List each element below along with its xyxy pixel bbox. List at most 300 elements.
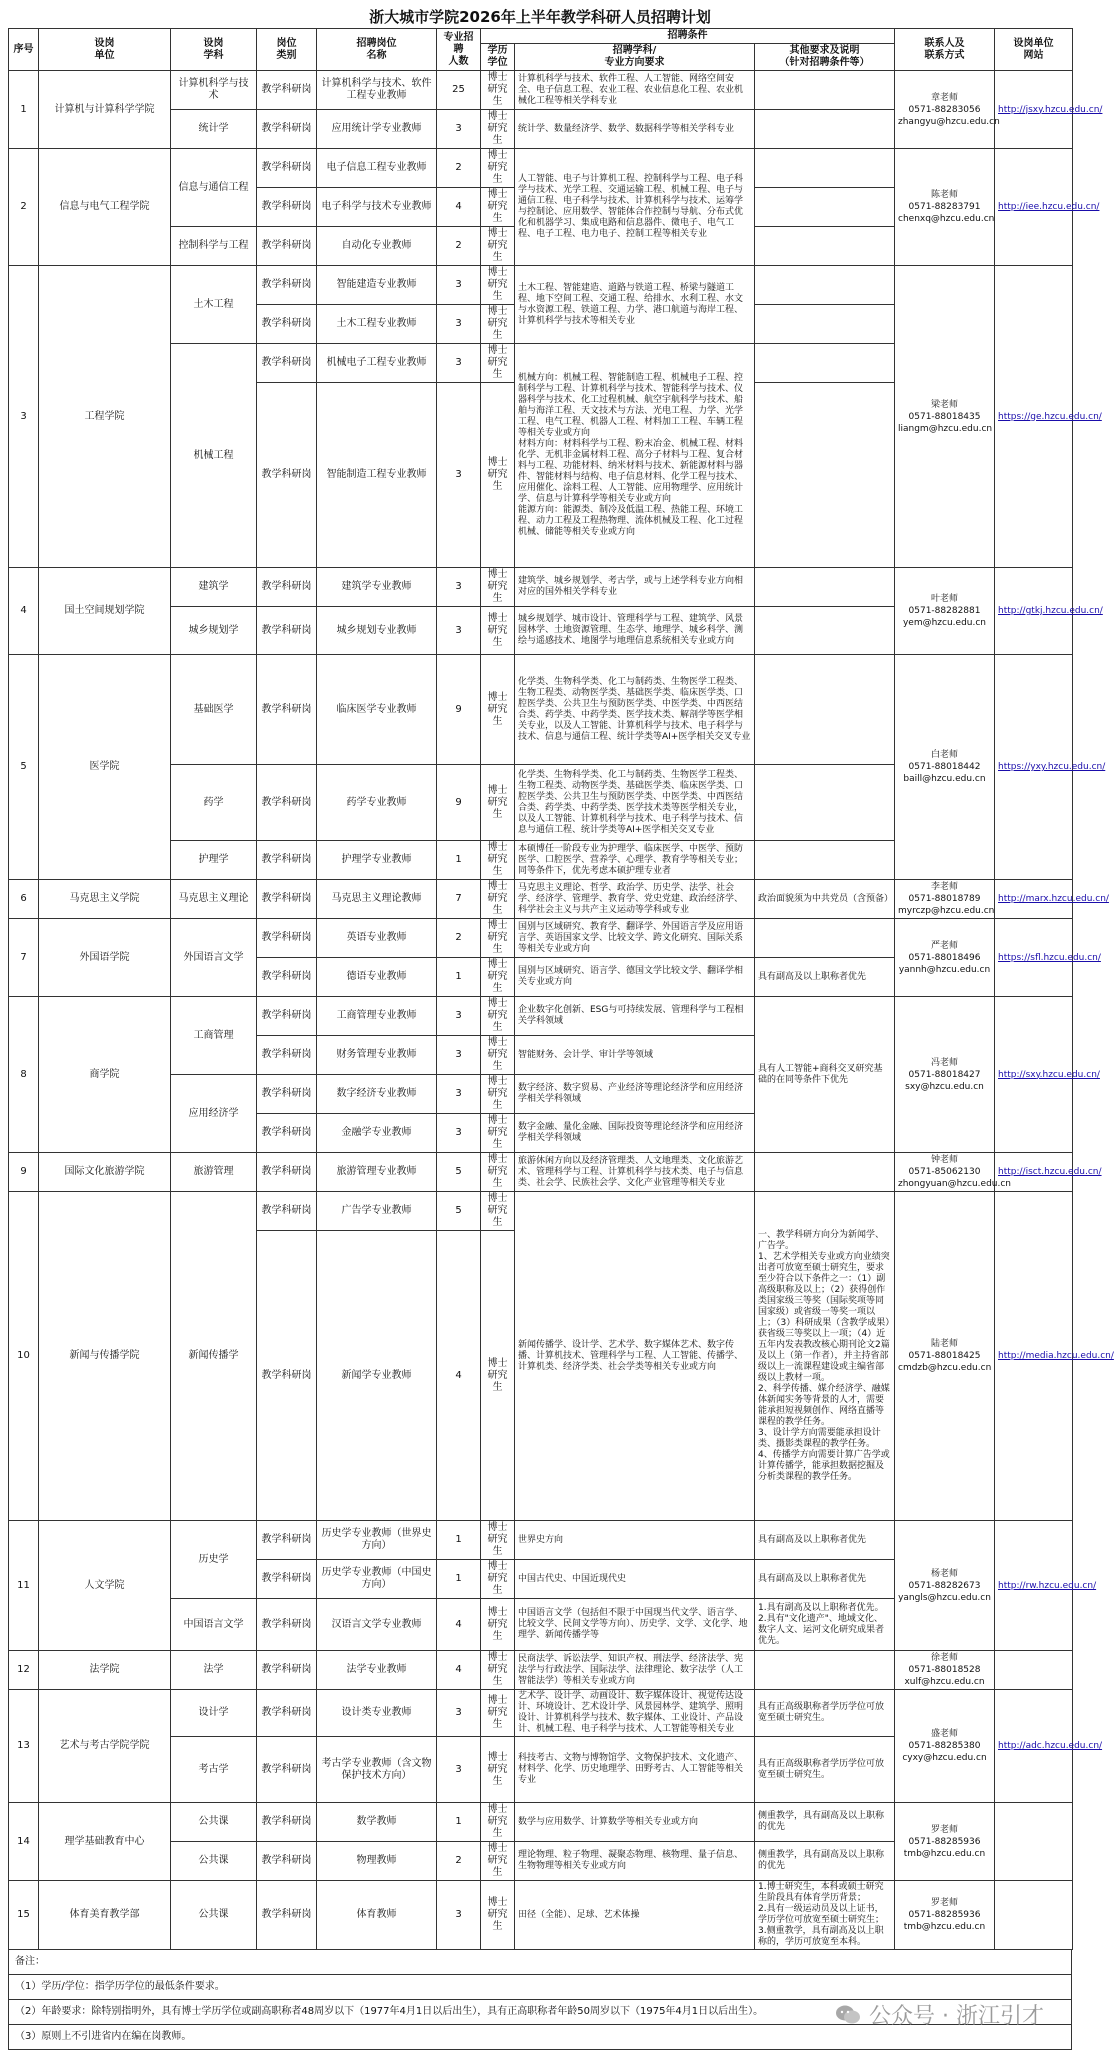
degree-requirement: 博士研究生 bbox=[481, 1036, 515, 1075]
major-requirement: 田径（全能）、足球、艺术体操 bbox=[515, 1881, 755, 1950]
discipline-name: 信息与通信工程 bbox=[171, 149, 257, 227]
table-row bbox=[9, 266, 1073, 305]
major-requirement: 数学与应用数学、计算数学等相关专业或方向 bbox=[515, 1803, 755, 1842]
other-requirement bbox=[755, 1651, 895, 1690]
post-name: 德语专业教师 bbox=[317, 958, 437, 997]
contact-info: 冯老师 0571-88018427 sxy@hzcu.edu.cn bbox=[895, 997, 995, 1153]
hire-count: 4 bbox=[437, 1651, 481, 1690]
table-row bbox=[9, 655, 1073, 765]
hire-count: 3 bbox=[437, 1881, 481, 1950]
post-name: 数字经济专业教师 bbox=[317, 1075, 437, 1114]
hire-count: 3 bbox=[437, 305, 481, 344]
post-type: 教学科研岗 bbox=[257, 266, 317, 305]
degree-requirement: 博士研究生 bbox=[481, 607, 515, 655]
watermark bbox=[835, 1999, 1044, 2030]
major-requirement: 民商法学、诉讼法学、知识产权、刑法学、经济法学、宪法学与行政法学、国际法学、法律理论、数字法学（人工智能法学）等相关专业或方向 bbox=[515, 1651, 755, 1690]
hire-count: 4 bbox=[437, 188, 481, 227]
wechat-icon bbox=[835, 2004, 861, 2026]
major-requirement: 化学类、生物科学类、化工与制药类、生物医学工程类、生物工程类、动物医学类、基础医学类、临床医学类、口腔医学类、公共卫生与预防医学类、中医学类、中西医结合类、药学类、中药学类、医学技术类等医学相关专业，以及人工智能、计算机科学与技术、电子科学与技术、信息与通信工程、统计学类等AI+医学相关交叉专业 bbox=[515, 765, 755, 841]
post-type: 教学科研岗 bbox=[257, 1153, 317, 1192]
post-type: 教学科研岗 bbox=[257, 568, 317, 607]
post-type: 教学科研岗 bbox=[257, 1651, 317, 1690]
degree-requirement: 博士研究生 bbox=[481, 149, 515, 188]
hire-count: 3 bbox=[437, 266, 481, 305]
contact-info: 白老师 0571-88018442 baill@hzcu.edu.cn bbox=[895, 655, 995, 880]
post-type: 教学科研岗 bbox=[257, 655, 317, 765]
unit-name: 工程学院 bbox=[39, 266, 171, 568]
hire-count: 2 bbox=[437, 919, 481, 958]
post-name: 金融学专业教师 bbox=[317, 1114, 437, 1153]
contact-info: 陈老师 0571-88283791 chenxq@hzcu.edu.cn bbox=[895, 149, 995, 266]
major-requirement: 旅游休闲方向以及经济管理类、人文地理类、文化旅游艺术、管理科学与工程、计算机科学与技术类、电子与信息类、社会学、民族社会学、文化产业管理等相关专业 bbox=[515, 1153, 755, 1192]
remarks-label: 备注： bbox=[8, 1950, 1072, 1975]
degree-requirement: 博士研究生 bbox=[481, 383, 515, 568]
major-requirement: 艺术学、设计学、动画设计、数字媒体设计、视觉传达设计、环境设计、艺术设计学、风景园林学、建筑学、照明设计、计算机科学与技术、数字媒体、工业设计、产品设计、机械工程、电子科学与技术、人工智能等相关专业 bbox=[515, 1690, 755, 1737]
discipline-name: 基础医学 bbox=[171, 655, 257, 765]
table-row bbox=[9, 1521, 1073, 1560]
post-type: 教学科研岗 bbox=[257, 1737, 317, 1803]
major-requirement: 新闻传播学、设计学、艺术学、数字媒体艺术、数字传播、计算机技术、管理科学与工程、人工智能、传播学、计算机类、经济学类、社会学类等相关专业或方向 bbox=[515, 1192, 755, 1521]
row-number: 5 bbox=[9, 655, 39, 880]
discipline-name: 土木工程 bbox=[171, 266, 257, 344]
header-post-name: 招聘岗位 名称 bbox=[317, 29, 437, 71]
header-contact: 联系人及 联系方式 bbox=[895, 29, 995, 71]
recruitment-document bbox=[8, 6, 1114, 2050]
other-requirement bbox=[755, 841, 895, 880]
discipline-name: 护理学 bbox=[171, 841, 257, 880]
hire-count: 2 bbox=[437, 227, 481, 266]
website-link[interactable]: http://media.hzcu.edu.cn/ bbox=[995, 1192, 1073, 1521]
unit-name: 国际文化旅游学院 bbox=[39, 1153, 171, 1192]
post-type: 教学科研岗 bbox=[257, 765, 317, 841]
website-link[interactable]: http://gtkj.hzcu.edu.cn/ bbox=[995, 568, 1073, 655]
website-link bbox=[995, 1803, 1073, 1881]
website-link bbox=[995, 1881, 1073, 1950]
post-name: 护理学专业教师 bbox=[317, 841, 437, 880]
row-number: 13 bbox=[9, 1690, 39, 1803]
discipline-name: 旅游管理 bbox=[171, 1153, 257, 1192]
unit-name: 艺术与考古学院学院 bbox=[39, 1690, 171, 1803]
other-requirement bbox=[755, 344, 895, 383]
post-type: 教学科研岗 bbox=[257, 1690, 317, 1737]
major-requirement: 数字金融、量化金融、国际投资等理论经济学和应用经济学相关学科领域 bbox=[515, 1114, 755, 1153]
post-type: 教学科研岗 bbox=[257, 997, 317, 1036]
hire-count: 1 bbox=[437, 841, 481, 880]
post-name: 智能制造工程专业教师 bbox=[317, 383, 437, 568]
hire-count: 3 bbox=[437, 1114, 481, 1153]
other-requirement bbox=[755, 188, 895, 227]
discipline-name: 设计学 bbox=[171, 1690, 257, 1737]
website-link[interactable]: http://jsxy.hzcu.edu.cn/ bbox=[995, 71, 1073, 149]
post-name: 体育教师 bbox=[317, 1881, 437, 1950]
hire-count: 1 bbox=[437, 958, 481, 997]
unit-name: 商学院 bbox=[39, 997, 171, 1153]
hire-count: 3 bbox=[437, 383, 481, 568]
table-row bbox=[9, 149, 1073, 188]
degree-requirement: 博士研究生 bbox=[481, 997, 515, 1036]
post-type: 教学科研岗 bbox=[257, 1036, 317, 1075]
header-post-type: 岗位 类别 bbox=[257, 29, 317, 71]
post-type: 教学科研岗 bbox=[257, 1231, 317, 1521]
unit-name: 新闻与传播学院 bbox=[39, 1192, 171, 1521]
other-requirement: 具有人工智能+商科交叉研究基础的在同等条件下优先 bbox=[755, 997, 895, 1153]
post-name: 广告学专业教师 bbox=[317, 1192, 437, 1231]
contact-info: 罗老师 0571-88285936 tmb@hzcu.edu.cn bbox=[895, 1881, 995, 1950]
degree-requirement: 博士研究生 bbox=[481, 1803, 515, 1842]
degree-requirement: 博士研究生 bbox=[481, 1651, 515, 1690]
degree-requirement: 博士研究生 bbox=[481, 1231, 515, 1521]
post-type: 教学科研岗 bbox=[257, 227, 317, 266]
other-requirement: 具有正高级职称者学历学位可放宽至硕士研究生。 bbox=[755, 1737, 895, 1803]
row-number: 12 bbox=[9, 1651, 39, 1690]
header-count: 专业招聘 人数 bbox=[437, 29, 481, 71]
degree-requirement: 博士研究生 bbox=[481, 1881, 515, 1950]
contact-info: 李老师 0571-88018789 myrczp@hzcu.edu.cn bbox=[895, 880, 995, 919]
other-requirement bbox=[755, 266, 895, 305]
contact-info: 梁老师 0571-88018435 liangm@hzcu.edu.cn bbox=[895, 266, 995, 568]
post-name: 历史学专业教师（中国史方向） bbox=[317, 1560, 437, 1599]
post-name: 机械电子工程专业教师 bbox=[317, 344, 437, 383]
website-link[interactable]: https://yxy.hzcu.edu.cn/ bbox=[995, 655, 1073, 880]
other-requirement bbox=[755, 568, 895, 607]
unit-name: 马克思主义学院 bbox=[39, 880, 171, 919]
discipline-name: 药学 bbox=[171, 765, 257, 841]
other-requirement bbox=[755, 765, 895, 841]
post-name: 财务管理专业教师 bbox=[317, 1036, 437, 1075]
post-type: 教学科研岗 bbox=[257, 71, 317, 110]
other-requirement bbox=[755, 71, 895, 110]
row-number: 10 bbox=[9, 1192, 39, 1521]
header-discipline: 设岗 学科 bbox=[171, 29, 257, 71]
header-website: 设岗单位 网站 bbox=[995, 29, 1073, 71]
post-name: 应用统计学专业教师 bbox=[317, 110, 437, 149]
hire-count: 5 bbox=[437, 1192, 481, 1231]
hire-count: 9 bbox=[437, 765, 481, 841]
row-number: 11 bbox=[9, 1521, 39, 1651]
degree-requirement: 博士研究生 bbox=[481, 1521, 515, 1560]
post-type: 教学科研岗 bbox=[257, 110, 317, 149]
degree-requirement: 博士研究生 bbox=[481, 568, 515, 607]
degree-requirement: 博士研究生 bbox=[481, 655, 515, 765]
header-other: 其他要求及说明 （针对招聘条件等） bbox=[755, 44, 895, 71]
degree-requirement: 博士研究生 bbox=[481, 1599, 515, 1651]
major-requirement: 智能财务、会计学、审计学等领域 bbox=[515, 1036, 755, 1075]
row-number: 15 bbox=[9, 1881, 39, 1950]
other-requirement: 具有副高及以上职称者优先 bbox=[755, 1521, 895, 1560]
website-link[interactable]: https://sfl.hzcu.edu.cn/ bbox=[995, 919, 1073, 997]
other-requirement: 政治面貌须为中共党员（含预备） bbox=[755, 880, 895, 919]
hire-count: 1 bbox=[437, 1521, 481, 1560]
other-requirement: 具有正高级职称者学历学位可放宽至硕士研究生。 bbox=[755, 1690, 895, 1737]
discipline-name: 计算机科学与技术 bbox=[171, 71, 257, 110]
website-link[interactable]: http://adc.hzcu.edu.cn/ bbox=[995, 1690, 1073, 1803]
hire-count: 2 bbox=[437, 1842, 481, 1881]
major-requirement: 统计学、数量经济学、数学、数据科学等相关学科专业 bbox=[515, 110, 755, 149]
contact-info: 罗老师 0571-88285936 tmb@hzcu.edu.cn bbox=[895, 1803, 995, 1881]
other-requirement bbox=[755, 305, 895, 344]
post-type: 教学科研岗 bbox=[257, 344, 317, 383]
post-type: 教学科研岗 bbox=[257, 841, 317, 880]
other-requirement bbox=[755, 919, 895, 958]
contact-info: 严老师 0571-88018496 yannh@hzcu.edu.cn bbox=[895, 919, 995, 997]
discipline-name: 新闻传播学 bbox=[171, 1192, 257, 1521]
header-degree: 学历 学位 bbox=[481, 44, 515, 71]
major-requirement: 理论物理、粒子物理、凝聚态物理、核物理、量子信息、生物物理等相关专业或方向 bbox=[515, 1842, 755, 1881]
other-requirement: 具有副高及以上职称者优先 bbox=[755, 958, 895, 997]
row-number: 3 bbox=[9, 266, 39, 568]
contact-info: 章老师 0571-88283056 zhangyu@hzcu.edu.cn bbox=[895, 71, 995, 149]
post-name: 计算机科学与技术、软件工程专业教师 bbox=[317, 71, 437, 110]
table-row bbox=[9, 1690, 1073, 1737]
major-requirement: 国别与区域研究、教育学、翻译学、外国语言学及应用语言学、英语国家文学、比较文学、跨文化研究、国际关系等相关专业或方向 bbox=[515, 919, 755, 958]
post-type: 教学科研岗 bbox=[257, 1114, 317, 1153]
post-name: 临床医学专业教师 bbox=[317, 655, 437, 765]
major-requirement: 机械方向：机械工程、智能制造工程、机械电子工程、控制科学与工程、计算机科学与技术、智能科学与技术、仪器科学与技术、化工过程机械、航空宇航科学与技术、船舶与海洋工程、天文技术与方法、光电工程、力学、光学工程、电气工程、机器人工程、材料加工工程、车辆工程等相关专业或方向 材料方向：材料科学与工程、粉末冶金、机械工程、材料化学、无机非金属材料工程、高分子材料与工程、复合材料与工程、功能材料、纳米材料与技术、新能源材料与器件、智能材料与结构、电子信息材料、化学工程与技术、应用催化、涂料工程、人工智能、应用物理学、应用统计学、信息与计算科学等相关专业或方向 能源方向：能源类、制冷及低温工程、热能工程、环境工程、动力工程及工程热物理、流体机械及工程、化工过程机械、储能等相关专业或方向 bbox=[515, 344, 755, 568]
discipline-name: 城乡规划学 bbox=[171, 607, 257, 655]
post-name: 电子科学与技术专业教师 bbox=[317, 188, 437, 227]
other-requirement: 具有副高及以上职称者优先 bbox=[755, 1560, 895, 1599]
website-link[interactable]: http://isct.hzcu.edu.cn/ bbox=[995, 1153, 1073, 1192]
major-requirement: 化学类、生物科学类、化工与制药类、生物医学工程类、生物工程类、动物医学类、基础医学类、临床医学类、口腔医学类、公共卫生与预防医学类、中医学类、中西医结合类、药学类、中药学类、医学技术类、解剖学等医学相关专业，以及人工智能、计算机科学与技术、电子科学与技术、信息与通信工程、统计学类等AI+医学相关交叉专业 bbox=[515, 655, 755, 765]
degree-requirement: 博士研究生 bbox=[481, 1114, 515, 1153]
unit-name: 理学基础教育中心 bbox=[39, 1803, 171, 1881]
degree-requirement: 博士研究生 bbox=[481, 1153, 515, 1192]
remarks-item: （3）原则上不引进省内在编在岗教师。 bbox=[8, 2025, 1072, 2050]
post-name: 城乡规划专业教师 bbox=[317, 607, 437, 655]
header-major: 招聘学科/ 专业方向要求 bbox=[515, 44, 755, 71]
hire-count: 5 bbox=[437, 1153, 481, 1192]
major-requirement: 数字经济、数字贸易、产业经济等理论经济学和应用经济学相关学科领域 bbox=[515, 1075, 755, 1114]
header-no: 序号 bbox=[9, 29, 39, 71]
table-row bbox=[9, 1153, 1073, 1192]
post-type: 教学科研岗 bbox=[257, 1075, 317, 1114]
hire-count: 3 bbox=[437, 1036, 481, 1075]
hire-count: 1 bbox=[437, 1803, 481, 1842]
post-type: 教学科研岗 bbox=[257, 1560, 317, 1599]
discipline-name: 法学 bbox=[171, 1651, 257, 1690]
post-type: 教学科研岗 bbox=[257, 607, 317, 655]
website-link[interactable]: http://sxy.hzcu.edu.cn/ bbox=[995, 997, 1073, 1153]
discipline-name: 公共课 bbox=[171, 1881, 257, 1950]
major-requirement: 人工智能、电子与计算机工程、控制科学与工程、电子科学与技术、光学工程、交通运输工程、机械工程、电子与通信工程、电子科学与技术、计算机科学与技术、运筹学与控制论、应用数学、智能体合作控制与导航、分布式优化和机器学习、集成电路和信息器件、微电子、电气工程、电子工程、电力电子、控制工程等相关专业 bbox=[515, 149, 755, 266]
table-row bbox=[9, 568, 1073, 607]
discipline-name: 公共课 bbox=[171, 1842, 257, 1881]
unit-name: 国土空间规划学院 bbox=[39, 568, 171, 655]
row-number: 7 bbox=[9, 919, 39, 997]
major-requirement: 国别与区域研究、语言学、德国文学比较文学、翻译学相关专业或方向 bbox=[515, 958, 755, 997]
degree-requirement: 博士研究生 bbox=[481, 188, 515, 227]
discipline-name: 机械工程 bbox=[171, 344, 257, 568]
degree-requirement: 博士研究生 bbox=[481, 919, 515, 958]
degree-requirement: 博士研究生 bbox=[481, 305, 515, 344]
major-requirement: 科技考古、文物与博物馆学、文物保护技术、文化遗产、材料学、化学、历史地理学、田野考古、人工智能等相关专业 bbox=[515, 1737, 755, 1803]
post-type: 教学科研岗 bbox=[257, 383, 317, 568]
major-requirement: 企业数字化创新、ESG与可持续发展、管理科学与工程相关学科领域 bbox=[515, 997, 755, 1036]
discipline-name: 工商管理 bbox=[171, 997, 257, 1075]
row-number: 14 bbox=[9, 1803, 39, 1881]
post-name: 自动化专业教师 bbox=[317, 227, 437, 266]
degree-requirement: 博士研究生 bbox=[481, 1690, 515, 1737]
degree-requirement: 博士研究生 bbox=[481, 344, 515, 383]
post-name: 数学教师 bbox=[317, 1803, 437, 1842]
contact-info: 叶老师 0571-88282881 yem@hzcu.edu.cn bbox=[895, 568, 995, 655]
other-requirement bbox=[755, 383, 895, 568]
table-row bbox=[9, 880, 1073, 919]
hire-count: 3 bbox=[437, 568, 481, 607]
unit-name: 计算机与计算科学学院 bbox=[39, 71, 171, 149]
other-requirement bbox=[755, 227, 895, 266]
degree-requirement: 博士研究生 bbox=[481, 1842, 515, 1881]
post-type: 教学科研岗 bbox=[257, 1803, 317, 1842]
post-name: 物理教师 bbox=[317, 1842, 437, 1881]
other-requirement bbox=[755, 655, 895, 765]
discipline-name: 外国语言文学 bbox=[171, 919, 257, 997]
hire-count: 3 bbox=[437, 997, 481, 1036]
row-number: 1 bbox=[9, 71, 39, 149]
hire-count: 3 bbox=[437, 344, 481, 383]
other-requirement bbox=[755, 110, 895, 149]
row-number: 8 bbox=[9, 997, 39, 1153]
degree-requirement: 博士研究生 bbox=[481, 765, 515, 841]
unit-name: 人文学院 bbox=[39, 1521, 171, 1651]
post-name: 考古学专业教师（含文物保护技术方向） bbox=[317, 1737, 437, 1803]
hire-count: 3 bbox=[437, 110, 481, 149]
table-row bbox=[9, 919, 1073, 958]
post-type: 教学科研岗 bbox=[257, 149, 317, 188]
contact-info: 盛老师 0571-88285380 cyxy@hzcu.edu.cn bbox=[895, 1690, 995, 1803]
degree-requirement: 博士研究生 bbox=[481, 880, 515, 919]
header-conditions: 招聘条件 bbox=[481, 29, 895, 44]
website-link bbox=[995, 1651, 1073, 1690]
unit-name: 信息与电气工程学院 bbox=[39, 149, 171, 266]
major-requirement: 中国语言文学（包括但不限于中国现当代文学、语言学、比较文学、民间文学等方向）、历史学、文学、文化学、地理学、新闻传播学等 bbox=[515, 1599, 755, 1651]
post-name: 英语专业教师 bbox=[317, 919, 437, 958]
post-type: 教学科研岗 bbox=[257, 1192, 317, 1231]
major-requirement: 本硕博任一阶段专业为护理学、临床医学、中医学、预防医学、口腔医学、营养学、心理学、教育学等相关专业；同等条件下，优先考虑本硕护理专业者 bbox=[515, 841, 755, 880]
discipline-name: 考古学 bbox=[171, 1737, 257, 1803]
remarks-item: （1）学历/学位：指学历学位的最低条件要求。 bbox=[8, 1975, 1072, 2000]
page-title: 浙大城市学院2026年上半年教学科研人员招聘计划 bbox=[369, 8, 711, 26]
hire-count: 1 bbox=[437, 1560, 481, 1599]
post-name: 电子信息工程专业教师 bbox=[317, 149, 437, 188]
discipline-name: 统计学 bbox=[171, 110, 257, 149]
hire-count: 9 bbox=[437, 655, 481, 765]
post-type: 教学科研岗 bbox=[257, 1842, 317, 1881]
major-requirement: 计算机科学与技术、软件工程、人工智能、网络空间安全、电子信息工程、农业工程、农业信息化工程、农业机械化工程等相关学科专业 bbox=[515, 71, 755, 110]
post-name: 马克思主义理论教师 bbox=[317, 880, 437, 919]
website-link[interactable]: http://iee.hzcu.edu.cn/ bbox=[995, 149, 1073, 266]
degree-requirement: 博士研究生 bbox=[481, 1737, 515, 1803]
post-name: 汉语言文学专业教师 bbox=[317, 1599, 437, 1651]
post-type: 教学科研岗 bbox=[257, 880, 317, 919]
post-type: 教学科研岗 bbox=[257, 1881, 317, 1950]
post-name: 智能建造专业教师 bbox=[317, 266, 437, 305]
discipline-name: 建筑学 bbox=[171, 568, 257, 607]
degree-requirement: 博士研究生 bbox=[481, 841, 515, 880]
post-type: 教学科研岗 bbox=[257, 188, 317, 227]
major-requirement: 世界史方向 bbox=[515, 1521, 755, 1560]
post-name: 法学专业教师 bbox=[317, 1651, 437, 1690]
contact-info: 徐老师 0571-88018528 xulf@hzcu.edu.cn bbox=[895, 1651, 995, 1690]
table-row bbox=[9, 1803, 1073, 1842]
discipline-name: 应用经济学 bbox=[171, 1075, 257, 1153]
website-link[interactable]: http://rw.hzcu.edu.cn/ bbox=[995, 1521, 1073, 1651]
remarks-item: （2）年龄要求：除特别指明外，具有博士学历学位或副高职称者48周岁以下（1977年4月1日以后出生），具有正高职称者年龄50周岁以下（1975年4月1日以后出生）。 bbox=[8, 2000, 1072, 2025]
other-requirement: 1.博士研究生，本科或硕士研究生阶段具有体育学历背景； 2.具有一级运动员及以上证书，学历学位可放宽至硕士研究生； 3.侧重教学，具有副高及以上职称的，学历可放宽至本科。 bbox=[755, 1881, 895, 1950]
website-link[interactable]: https://ge.hzcu.edu.cn/ bbox=[995, 266, 1073, 568]
other-requirement: 1.具有副高及以上职称者优先。 2.具有"文化遗产"、地域文化、数字人文、运河文化研究成果者优先。 bbox=[755, 1599, 895, 1651]
unit-name: 体育美育教学部 bbox=[39, 1881, 171, 1950]
post-type: 教学科研岗 bbox=[257, 1521, 317, 1560]
other-requirement: 侧重教学，具有副高及以上职称的优先 bbox=[755, 1803, 895, 1842]
post-name: 新闻学专业教师 bbox=[317, 1231, 437, 1521]
watermark-text: 公众号 · 浙江引才 bbox=[869, 2004, 1044, 2029]
degree-requirement: 博士研究生 bbox=[481, 1560, 515, 1599]
hire-count: 3 bbox=[437, 607, 481, 655]
discipline-name: 马克思主义理论 bbox=[171, 880, 257, 919]
row-number: 4 bbox=[9, 568, 39, 655]
table-row bbox=[9, 1881, 1073, 1950]
degree-requirement: 博士研究生 bbox=[481, 1192, 515, 1231]
degree-requirement: 博士研究生 bbox=[481, 71, 515, 110]
contact-info: 陆老师 0571-88018425 cmdzb@hzcu.edu.cn bbox=[895, 1192, 995, 1521]
hire-count: 25 bbox=[437, 71, 481, 110]
discipline-name: 历史学 bbox=[171, 1521, 257, 1599]
post-name: 土木工程专业教师 bbox=[317, 305, 437, 344]
hire-count: 3 bbox=[437, 1737, 481, 1803]
post-type: 教学科研岗 bbox=[257, 305, 317, 344]
website-link[interactable]: http://marx.hzcu.edu.cn/ bbox=[995, 880, 1073, 919]
post-type: 教学科研岗 bbox=[257, 958, 317, 997]
table-body bbox=[9, 71, 1114, 1950]
table-row bbox=[9, 997, 1073, 1036]
other-requirement: 侧重教学，具有副高及以上职称的优先 bbox=[755, 1842, 895, 1881]
major-requirement: 城乡规划学、城市设计、管理科学与工程、建筑学、风景园林学、土地资源管理、生态学、地理学、城乡科学、测绘与遥感技术、地图学与地理信息系统相关专业或方向 bbox=[515, 607, 755, 655]
hire-count: 7 bbox=[437, 880, 481, 919]
other-requirement bbox=[755, 1153, 895, 1192]
discipline-name: 中国语言文学 bbox=[171, 1599, 257, 1651]
post-name: 设计类专业教师 bbox=[317, 1690, 437, 1737]
major-requirement: 马克思主义理论、哲学、政治学、历史学、法学、社会学、经济学、管理学、教育学、党史党建、政治经济学、科学社会主义与共产主义运动等学科或专业 bbox=[515, 880, 755, 919]
post-type: 教学科研岗 bbox=[257, 919, 317, 958]
contact-info: 杨老师 0571-88282673 yangls@hzcu.edu.cn bbox=[895, 1521, 995, 1651]
other-requirement bbox=[755, 149, 895, 188]
hire-count: 3 bbox=[437, 1075, 481, 1114]
other-requirement: 一、教学科研方向分为新闻学、广告学。 1、艺术学相关专业或方向业绩突出者可放宽至硕士研究生，要求至少符合以下条件之一：（1）副高级职称及以上；（2）获得创作类国家级三等奖（国际奖项等同国家级）或省级一等奖一项以上；（3）科研成果（含教学成果）获省级三等奖以上一项；（4）近五年内发表教改核心期刊论文2篇及以上（第一作者），并主持省部级以上一流课程建设或主编省部级以上教材一项。 2、科学传播、媒介经济学、融媒体新闻实务等背景的人才，需要能承担短视频创作、网络直播等课程的教学任务。 3、设计学方向需要能承担设计类、摄影类课程的教学任务。 4、传播学方向需要计算广告学或计算传播学，能承担数据挖掘及分析类课程的教学任务。 bbox=[755, 1192, 895, 1521]
hire-count: 2 bbox=[437, 149, 481, 188]
table-row bbox=[9, 1651, 1073, 1690]
hire-count: 3 bbox=[437, 1690, 481, 1737]
post-name: 历史学专业教师（世界史方向） bbox=[317, 1521, 437, 1560]
unit-name: 法学院 bbox=[39, 1651, 171, 1690]
table-header bbox=[9, 29, 1073, 71]
degree-requirement: 博士研究生 bbox=[481, 958, 515, 997]
major-requirement: 土木工程、智能建造、道路与铁道工程、桥梁与隧道工程、地下空间工程、交通工程、给排水、水利工程、水文与水资源工程、铁道工程、力学、港口航道与海岸工程、计算机科学与技术等相关专业 bbox=[515, 266, 755, 344]
major-requirement: 中国古代史、中国近现代史 bbox=[515, 1560, 755, 1599]
row-number: 9 bbox=[9, 1153, 39, 1192]
table-row bbox=[9, 71, 1073, 110]
degree-requirement: 博士研究生 bbox=[481, 266, 515, 305]
post-type: 教学科研岗 bbox=[257, 1599, 317, 1651]
unit-name: 医学院 bbox=[39, 655, 171, 880]
unit-name: 外国语学院 bbox=[39, 919, 171, 997]
hire-count: 4 bbox=[437, 1599, 481, 1651]
header-unit: 设岗 单位 bbox=[39, 29, 171, 71]
post-name: 旅游管理专业教师 bbox=[317, 1153, 437, 1192]
post-name: 工商管理专业教师 bbox=[317, 997, 437, 1036]
row-number: 2 bbox=[9, 149, 39, 266]
post-name: 建筑学专业教师 bbox=[317, 568, 437, 607]
